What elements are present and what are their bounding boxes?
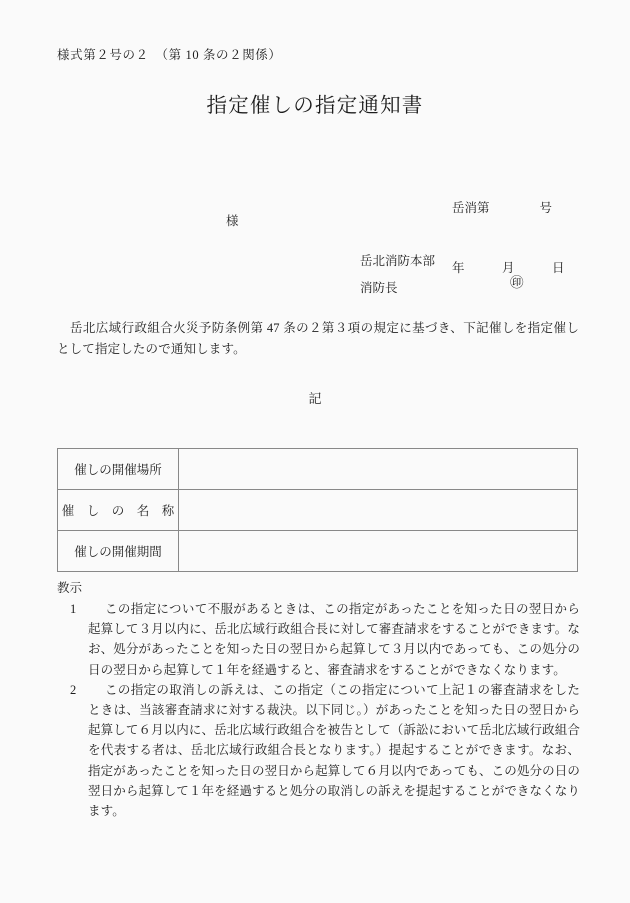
issuer-title-row — [360, 275, 524, 302]
ki-marker: 記 — [308, 391, 322, 406]
addressee-line: 様 — [226, 214, 239, 228]
page-title: 指定催しの指定通知書 — [206, 95, 424, 117]
table-row — [58, 449, 578, 490]
table-row — [58, 531, 578, 572]
instruction-text-1: この指定について不服があるときは、この指定があったことを知った日の翌日から起算して３月以内に、岳北広域行政組合長に対して審査請求をすることができます。なお、処分があったことを知った日の翌日から起算して３月以内であっても、この処分の日の翌日から起算して１年を経過すると、審査請求をすることができなくなります。 — [88, 602, 580, 677]
issuer-title: 消防長 — [360, 281, 398, 295]
instructions-section — [57, 578, 580, 821]
row-label-period: 催しの開催期間 — [58, 531, 179, 572]
issuer-organization-row — [360, 248, 435, 275]
row-label-venue: 催しの開催場所 — [58, 449, 179, 490]
body-paragraph: 岳北広域行政組合火災予防条例第 47 条の２第３項の規定に基づき、下記催しを指定催しとして指定したので通知します。 — [57, 321, 579, 356]
instructions-heading: 教示 — [57, 581, 83, 595]
issuer-organization: 岳北消防本部 — [360, 254, 436, 268]
seal-stamp-icon: ㊞ — [510, 275, 524, 290]
instruction-item-2 — [57, 680, 580, 821]
document-number-block — [452, 158, 565, 318]
row-value-venue[interactable] — [179, 449, 578, 490]
document-number-line: 岳消第 号 — [452, 201, 553, 215]
instruction-marker-2: 2 — [70, 682, 77, 697]
row-value-period[interactable] — [179, 531, 578, 572]
instruction-item-1 — [57, 599, 580, 680]
row-value-event-name[interactable] — [179, 490, 578, 531]
table-row — [58, 490, 578, 531]
instruction-text-2: この指定の取消しの訴えは、この指定（この指定について上記１の審査請求をしたときは、当該審査請求に対する裁決。以下同じ。）があったことを知った日の翌日から起算して６月以内に、岳北広域行政組合を被告として（訴訟において岳北広域行政組合を代表する者は、岳北広域行政組合長となります。）提起することができます。なお、指定があったことを知った日の翌日から起算して６月以内であっても、この処分の日の翌日から起算して１年を経過すると処分の取消しの訴えを提起することができなくなります。 — [88, 682, 580, 819]
event-details-table — [57, 448, 578, 572]
row-label-event-name: 催 し の 名 称 — [58, 490, 179, 531]
instruction-marker-1: 1 — [70, 602, 77, 616]
document-date-line: 年 月 日 — [452, 261, 565, 275]
form-number: 様式第２号の２ （第 10 条の２関係） — [57, 48, 282, 62]
